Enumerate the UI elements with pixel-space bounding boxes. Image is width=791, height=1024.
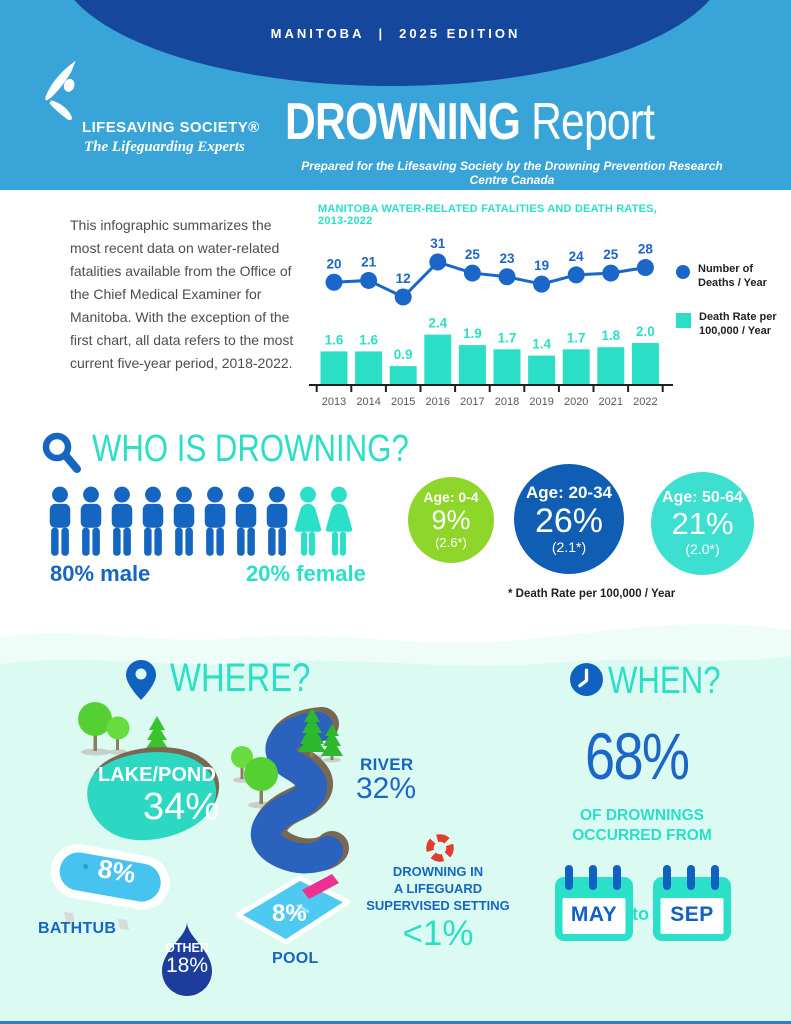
bar-2020 [563,349,590,385]
lifeguard-note [363,863,513,914]
svg-text:1.6: 1.6 [359,332,378,348]
male-label: 80% male [50,561,151,586]
bathtub-label: BATHTUB [38,920,117,937]
when-caption [558,806,726,845]
male-figure-icon [46,486,74,562]
lifeguard-line2: A LIFEGUARD [393,881,483,896]
dot-2019 [533,276,550,293]
svg-text:2020: 2020 [563,396,589,408]
logo-tagline: The Lifeguarding Experts [84,139,245,155]
dot-2014 [360,272,377,289]
legend-deaths [676,263,786,290]
svg-text:2.4: 2.4 [428,315,448,331]
title-primary: DROWNING [285,93,521,151]
svg-text:2019: 2019 [529,396,554,408]
male-figure-icon [170,486,198,562]
svg-text:1.7: 1.7 [566,330,586,346]
when-caption-line1: OF DROWNINGS [580,807,704,824]
month-connector: to [632,904,649,924]
svg-text:2.0: 2.0 [636,324,655,339]
legend-rate-label: Death Rate per 100,000 / Year [699,311,777,337]
age-circle-20-34 [514,464,624,574]
svg-text:1.8: 1.8 [601,328,621,344]
page-subtitle: Prepared for the Lifesaving Society by the Drowning Prevention Research Centre Canada [301,159,723,187]
svg-text:1.4: 1.4 [532,336,551,352]
age-circle-50-64 [651,472,754,575]
svg-text:2014: 2014 [356,396,381,408]
bar-2016 [424,335,451,385]
square-marker-icon [676,313,691,328]
other-percent: 18% [165,954,209,977]
dot-2013 [326,274,343,291]
svg-text:24: 24 [568,248,584,264]
legend-rate [676,311,786,338]
age-50-64-rate: (2.0*) [685,540,720,557]
age-50-64-percent: 21% [671,506,734,542]
svg-text:23: 23 [499,250,515,266]
lifesaving-swoosh-icon [40,60,87,122]
bar-2022 [632,343,659,385]
dot-2015 [395,289,412,306]
svg-text:19: 19 [534,258,550,274]
other-label: OTHER [165,941,209,955]
when-heading: WHEN? [608,660,721,702]
female-figure-icon [294,486,322,562]
age-20-34-label: Age: 20-34 [526,482,612,502]
dot-2017 [464,265,481,282]
svg-text:31: 31 [430,236,446,252]
dot-2018 [499,268,516,285]
dot-2022 [637,259,654,276]
male-figure-icon [201,486,229,562]
lifeguard-line3: SUPERVISED SETTING [366,898,510,913]
legend-deaths-label: Number of Deaths / Year [698,263,767,289]
bar-2019 [528,356,555,385]
river-illustration [228,702,354,882]
divider: | [378,26,386,41]
age-20-34-rate: (2.1*) [551,538,587,555]
svg-text:20: 20 [326,256,342,272]
age-50-64-label: Age: 50-64 [662,489,743,507]
dot-marker-icon [676,265,690,279]
chart-title: MANITOBA WATER-RELATED FATALITIES AND DEATH RATES, 2013-2022 [318,203,657,227]
fatalities-chart [305,235,705,413]
river-percent: 32% [356,772,417,805]
pool-percent: 8% [272,900,307,927]
male-figure-icon [232,486,260,562]
when-percent: 68% [585,719,689,793]
life-ring-icon [426,834,454,862]
lifeguard-percent: <1% [402,914,474,953]
gender-pictogram-row [46,486,353,562]
bar-2021 [597,347,624,385]
svg-text:2021: 2021 [598,396,624,408]
svg-text:21: 21 [361,254,377,270]
svg-text:1.6: 1.6 [324,332,344,348]
lake-percent: 34% [143,786,220,828]
male-figure-icon [139,486,167,562]
svg-text:2022: 2022 [633,396,658,408]
when-caption-line2: OCCURRED FROM [572,826,712,844]
female-label: 20% female [246,561,366,586]
svg-text:1.9: 1.9 [463,326,482,342]
svg-text:0.9: 0.9 [393,347,413,363]
bar-2014 [355,351,382,385]
age-20-34-percent: 26% [534,501,604,540]
age-circle-0-4 [408,477,494,563]
magnifier-icon [42,432,82,474]
title-secondary: Report [531,93,655,151]
clock-icon [570,663,603,696]
region-label: MANITOBA [270,26,365,41]
svg-text:2015: 2015 [390,396,416,408]
female-figure-icon [325,486,353,562]
dot-2021 [602,265,619,282]
male-figure-icon [263,486,291,562]
page-title [285,92,735,152]
lifeguard-line1: DROWNING IN [392,864,484,879]
bar-2013 [321,351,348,385]
svg-text:25: 25 [464,247,480,263]
age-0-4-label: Age: 0-4 [423,488,479,505]
age-0-4-rate: (2.6*) [435,534,467,550]
logo-name: LIFESAVING SOCIETY® [82,119,260,136]
svg-text:28: 28 [637,241,653,257]
edition-line [0,26,791,41]
svg-text:2013: 2013 [321,396,347,408]
bar-2015 [390,366,417,385]
lake-label: LAKE/POND [98,764,216,786]
age-0-4-percent: 9% [431,505,471,536]
where-heading: WHERE? [170,656,311,700]
end-month-label: SEP [670,903,714,926]
bar-2018 [494,349,521,385]
edition-label: 2025 EDITION [399,26,521,41]
river-label: RIVER [360,755,414,774]
svg-text:12: 12 [395,271,411,286]
start-month-label: MAY [570,903,618,926]
dot-2020 [568,266,585,283]
svg-text:2017: 2017 [460,396,485,408]
pool-label: POOL [272,950,319,967]
intro-paragraph: This infographic summarizes the most recent data on water-related fatalities available from the Office of the Chief Medical Examiner for Manitoba. With the exception of the first chart, all data refers to the most current five-year period, 2018-2022. [70,217,294,371]
map-pin-icon [126,660,156,700]
svg-text:1.7: 1.7 [497,330,517,346]
bathtub-percent: 8% [95,852,138,890]
bar-2017 [459,345,486,385]
dot-2016 [429,254,446,271]
svg-text:2016: 2016 [425,396,451,408]
who-heading: WHO IS DROWNING? [92,428,409,470]
male-figure-icon [108,486,136,562]
svg-text:25: 25 [603,247,619,263]
svg-text:2018: 2018 [494,396,520,408]
male-figure-icon [77,486,105,562]
rate-footnote: * Death Rate per 100,000 / Year [508,588,676,600]
